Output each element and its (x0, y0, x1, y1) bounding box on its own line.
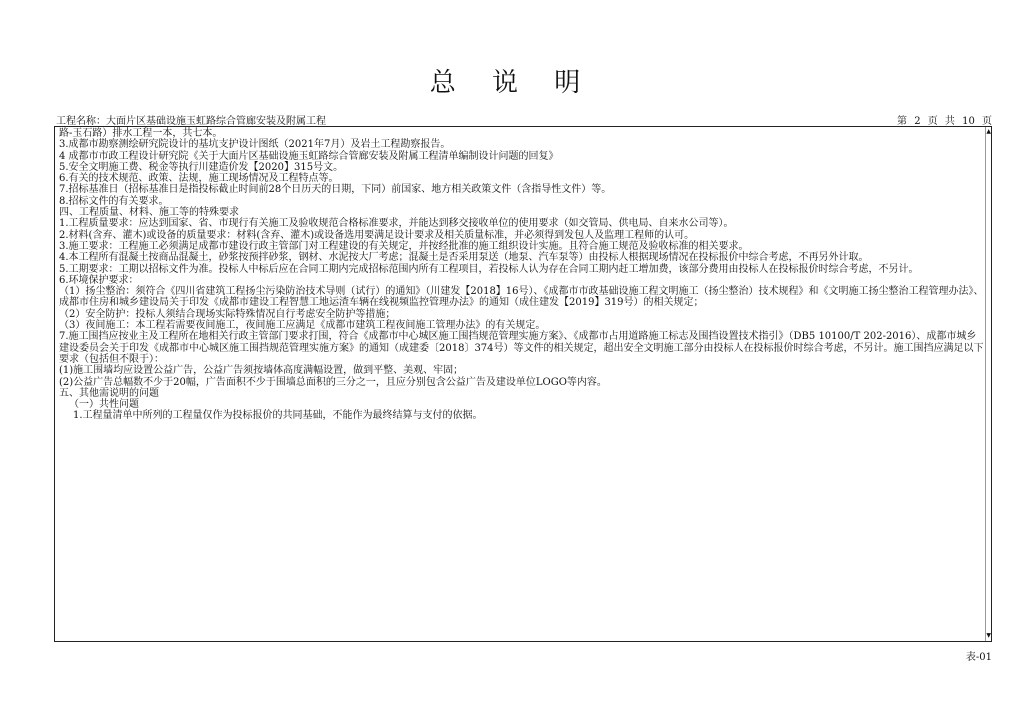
text-line: 3.施工要求：工程施工必须满足成都市建设行政主管部门对工程建设的有关规定，并按经批准的施工组织设计实施。且符合施工规范及验收标准的相关要求。 (59, 240, 749, 252)
text-line: 1.工程量清单中所列的工程量仅作为投标报价的共同基础，不能作为最终结算与支付的依据。 (73, 410, 483, 422)
text-line: （2）安全防护：投标人须结合现场实际特殊情况自行考虑安全防护等措施； (59, 308, 396, 320)
text-line: （1）扬尘整治：须符合《四川省建筑工程扬尘污染防治技术导则（试行）的通知》（川建发【2018】16号）、《成都市市政基础设施工程文明施工（扬尘整治）技术规程》和《文明施工扬尘整治工程管理办法》、成都市住房和城乡建设局关于印发《成都市建设工程智慧工地运渣车辆在线视频监控管理办法》的通知（成住建发【2019】319号）的相关规定； (59, 286, 984, 309)
text-line: (1)施工围墙均应设置公益广告，公益广告须按墙体高度满幅设置，做到平整、美观、牢固； (59, 365, 464, 377)
text-line: (2)公益广告总幅数不少于20幅，广告面积不少于围墙总面积的三分之一，且应分别包含公益广告及建设单位LOGO等内容。 (59, 376, 607, 388)
subsection-heading: （一）共性问题 (69, 399, 139, 411)
scroll-up-icon[interactable]: ▲ (986, 128, 991, 135)
content-body (55, 127, 991, 422)
scroll-down-icon[interactable]: ▼ (986, 632, 991, 639)
text-line: 5.安全文明施工费、税金等执行川建造价发【2020】315号文。 (59, 161, 344, 173)
text-line: 1.工程质量要求：应达到国家、省、市现行有关施工及验收规范合格标准要求，并能达到移交接收单位的使用要求（如交管局、供电局、自来水公司等）。 (59, 218, 734, 230)
section-heading: 五、其他需说明的问题 (59, 387, 159, 399)
text-line: （3）夜间施工：本工程若需要夜间施工，夜间施工应满足《成都市建筑工程夜间施工管理办法》的有关规定。 (59, 320, 546, 332)
text-line: 5.工期要求：工期以招标文件为准。投标人中标后应在合同工期内完成招标范围内所有工程项目，若投标人认为存在合同工期内赶工增加费，该部分费用由投标人在投标报价时综合考虑，不另计。 (59, 263, 919, 275)
text-line: 2.材料(含弃、灌木)或设备的质量要求：材料(含弃、灌木)或设备选用要满足设计要求及相关质量标准，并必须得到发包人及监理工程师的认可。 (59, 229, 695, 241)
project-name: 工程名称：大面片区基础设施玉虹路综合管廊安装及附属工程 (56, 116, 326, 127)
text-line: 7.施工围挡应按业主及工程所在地相关行政主管部门要求打围，符合《成都市中心城区施工围挡规范管理实施方案》、《成都市占用道路施工标志及围挡设置技术指引》（DB5 10100/T 202-2016）、成都市城乡建设委员会关于印发《成都市中心城区施工围挡规范管理实施方案》的通知（成建委〔2018〕374号）等文件的相关规定，超出安全文明施工部分由投标人在投标报价时综合考虑，不另计。施工围挡应满足以下要求（包括但不限于）： (59, 331, 984, 365)
scrollbar[interactable] (985, 127, 992, 641)
form-number: 表-01 (965, 652, 992, 663)
text-line: 3.成都市勘察测绘研究院设计的基坑支护设计图纸（2021年7月）及岩土工程勘察报告。 (59, 139, 451, 151)
text-line: 6.环境保护要求： (59, 274, 139, 286)
content-frame (54, 126, 992, 642)
text-line: 6.有关的技术规范、政策、法规，施工现场情况及工程特点等。 (59, 173, 339, 185)
document-title: 总 说 明 (429, 68, 595, 98)
section-heading: 四、工程质量、材料、施工等的特殊要求 (59, 207, 239, 219)
text-line: 4 成都市市政工程设计研究院《关于大面片区基础设施玉虹路综合管廊安装及附属工程清单编制设计问题的回复》 (59, 150, 559, 162)
text-line: 7.招标基准日（招标基准日是指投标截止时间前28个日历天的日期，下同）前国家、地方相关政策文件（含指导性文件）等。 (59, 184, 612, 196)
text-line: 4.本工程所有混凝土按商品混凝土，砂浆按预拌砂浆，钢材、水泥按大厂考虑；混凝土是否采用泵送（地泵、汽车泵等）由投标人根据现场情况在投标报价中综合考虑，不再另外计取。 (59, 252, 869, 264)
text-line: 路-玉石路）排水工程一本，共七本。 (59, 128, 223, 139)
page-info: 第 2 页 共 10 页 (897, 116, 992, 127)
text-line: 8.招标文件的有关要求。 (59, 195, 169, 207)
